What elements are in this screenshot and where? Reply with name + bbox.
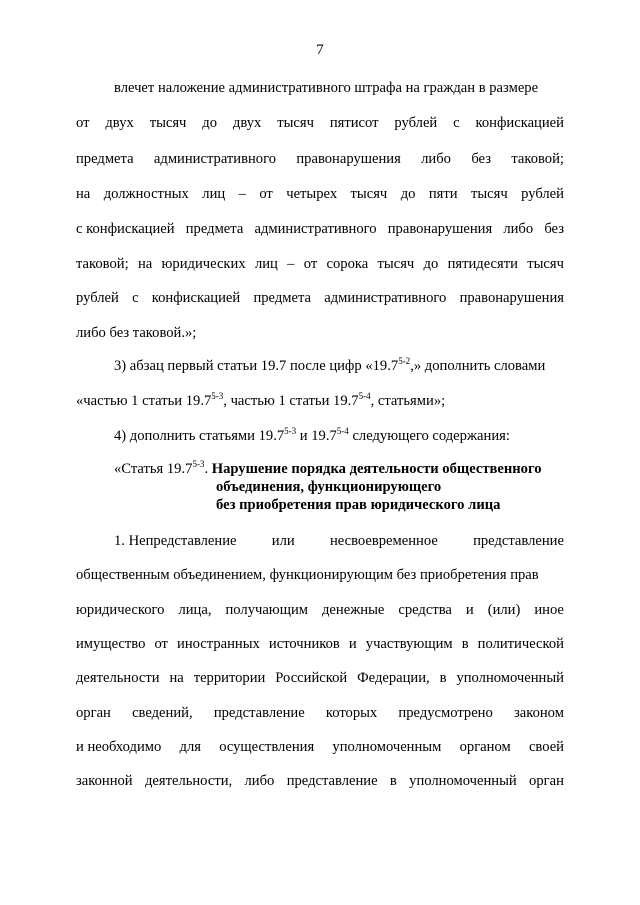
word: сорока [326,256,369,272]
word: лиц [254,256,278,272]
word: имущество [76,636,146,652]
word: тысяч [470,186,508,202]
word: иное [534,602,564,618]
article-prefix-dot: . [204,461,212,477]
paragraph-1-line-6 [76,254,564,274]
word: территории [193,670,266,686]
item-4-superscript-a: 5-3 [284,426,297,436]
word: представление [213,705,305,721]
word: и необходимо [76,739,162,755]
item-4-line [114,426,564,446]
paragraph-1-line-8: либо без таковой.»; [76,325,197,341]
word: и [348,636,357,652]
item-3-line-1 [114,356,564,376]
item-3-superscript-a: 5-2 [398,356,411,366]
article-title-line-1: Нарушение порядка деятельности общественного [211,461,542,477]
item-4-superscript-b: 5-4 [336,426,349,436]
word: тысяч [149,115,187,131]
paragraph-2-line-7 [76,737,564,757]
word: Российской [275,670,348,686]
article-title-line-2: объединения, функционирующего [216,479,442,495]
word: пяти [428,186,458,202]
word: конфискацией [151,290,241,306]
word: конфискацией [475,115,564,131]
item-3-line-2 [76,391,564,411]
word: законной [76,773,133,789]
word: для [179,739,201,755]
word: до [202,115,218,131]
word: от [259,186,273,202]
word: таковой; [76,256,129,272]
word: административного [153,151,277,167]
word: или [271,533,295,549]
item-3-text-c: «частью 1 статьи 19.7 [76,393,212,409]
word: без [544,221,564,237]
word: тысяч [350,186,388,202]
word: административного [254,221,377,237]
word: без [471,151,491,167]
paragraph-2-line-4 [76,634,564,654]
paragraph-2-line-3 [76,600,564,620]
word: от [154,636,168,652]
word: на [76,186,91,202]
word: уполномоченным [332,739,442,755]
paragraph-1-line-4 [76,184,564,204]
word: юридических [161,256,246,272]
item-3-text-a: 3) абзац первый статьи 19.7 после цифр «19.7 [114,358,399,374]
word: рублей [76,290,119,306]
word: тысяч [277,115,314,131]
word: – [287,256,295,272]
word: (или) [487,602,521,618]
word: предусмотрено [398,705,493,721]
word: предмета [253,290,312,306]
word: пятидесяти [447,256,518,272]
word: должностных [103,186,189,202]
word: сведений, [132,705,193,721]
word: с [453,115,460,131]
item-3-superscript-b: 5-3 [211,391,224,401]
page-number: 7 [316,42,324,58]
word: осуществления [219,739,315,755]
word: представление [473,533,564,549]
word: в [439,670,447,686]
paragraph-2-line-2: общественным объединением, функционирующим без приобретения прав [76,567,539,583]
word: до [400,186,416,202]
word: до [423,256,439,272]
word: уполномоченный [409,773,517,789]
item-3-text-b: ,» дополнить словами [410,358,546,374]
paragraph-1-line-7 [76,288,564,308]
word: средства [398,602,452,618]
word: орган [76,705,111,721]
word: политической [477,636,564,652]
word: источников [268,636,340,652]
paragraph-1-line-3 [76,149,564,169]
article-title-line-3: без приобретения прав юридического лица [216,497,501,513]
article-prefix-superscript: 5-3 [192,459,205,469]
word: деятельности [76,670,160,686]
word: лица, [178,602,212,618]
item-4-text-c: следующего содержания: [348,428,510,444]
word: денежные [322,602,385,618]
word: правонарушения [459,290,564,306]
word: четырех [286,186,338,202]
word: – [238,186,246,202]
word: в [389,773,397,789]
word: от [76,115,90,131]
word: предмета [76,151,134,167]
word: иностранных [177,636,260,652]
word: на [169,670,184,686]
word: правонарушения [296,151,401,167]
item-3-superscript-c: 5-4 [358,391,371,401]
paragraph-2-line-6 [76,703,564,723]
word: предмета [185,221,244,237]
word: рублей [394,115,438,131]
word: орган [529,773,564,789]
word: с [132,290,139,306]
word: на [137,256,153,272]
item-4-text-b: и 19.7 [296,428,337,444]
word: Федерации, [357,670,430,686]
word: двух [232,115,262,131]
paragraph-2-line-5 [76,668,564,688]
article-prefix: «Статья 19.7 [114,461,193,477]
word: пятисот [329,115,379,131]
paragraph-1-line-2 [76,113,564,133]
word: административного [324,290,447,306]
word: несвоевременное [329,533,438,549]
word: участвующим [365,636,453,652]
paragraph-1-line-1: влечет наложение административного штрафа на граждан в размере [114,80,539,96]
word: тысяч [377,256,415,272]
word: лиц [202,186,226,202]
word: законом [513,705,564,721]
word: правонарушения [387,221,493,237]
word: юридического [76,602,165,618]
word: таковой; [511,151,564,167]
word: рублей [521,186,564,202]
word: и [465,602,474,618]
word: которых [325,705,378,721]
word: либо [421,151,451,167]
item-4-text-a: 4) дополнить статьями 19.7 [114,428,285,444]
word: тысяч [527,256,564,272]
word: уполномоченный [456,670,564,686]
word: деятельности, [144,773,233,789]
word: либо [503,221,534,237]
item-3-text-e: , статьями»; [370,393,446,409]
word: либо [244,773,275,789]
paragraph-2-line-1 [114,531,564,551]
paragraph-2-line-8 [76,771,564,791]
word: представление [286,773,378,789]
word: своей [528,739,564,755]
word: двух [105,115,134,131]
article-heading-line-1 [114,460,542,478]
item-3-text-d: , частью 1 статьи 19.7 [223,393,359,409]
word: получающим [225,602,308,618]
word: от [303,256,318,272]
word: органом [459,739,511,755]
paragraph-1-line-5 [76,219,564,239]
word: в [461,636,469,652]
word: 1. Непредставление [114,533,237,549]
word: с конфискацией [76,221,175,237]
